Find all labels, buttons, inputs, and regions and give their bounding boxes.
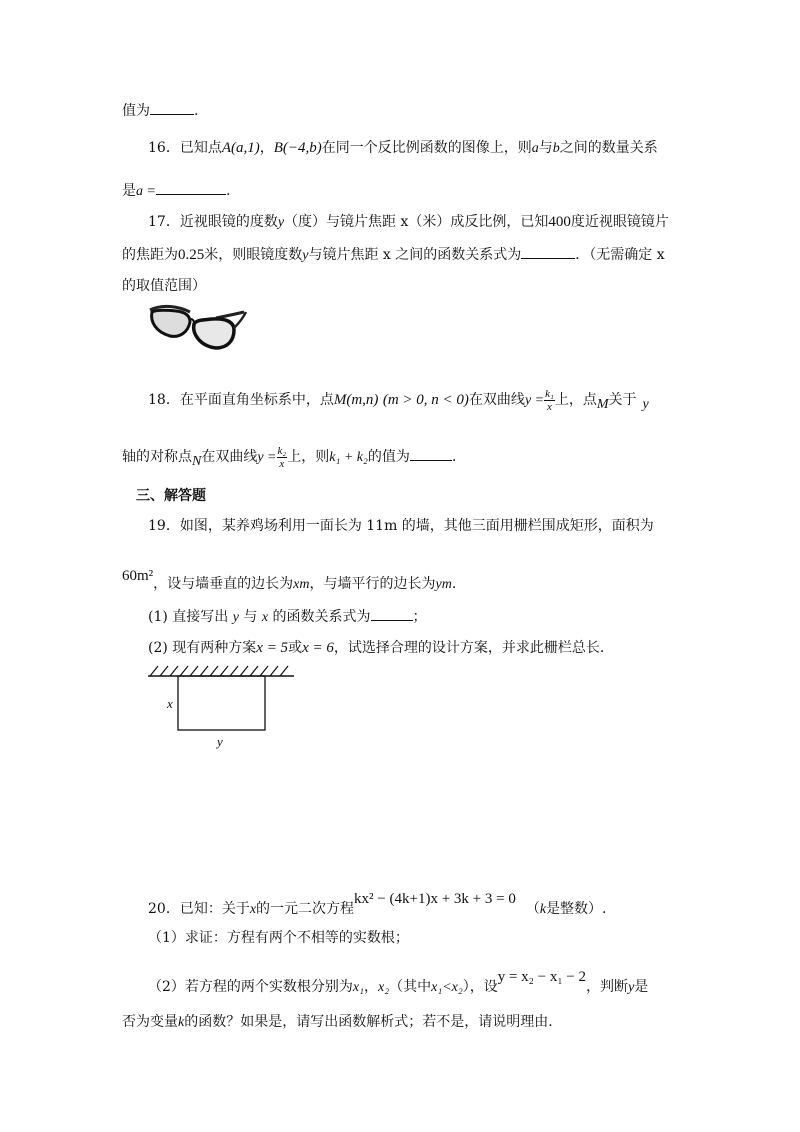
q19-sub2-a: (2) 现有两种方案	[148, 640, 257, 656]
q17-text-f: 与镜片焦距 x 之间的函数关系式为	[308, 247, 522, 263]
eyeglasses-image	[146, 302, 248, 354]
q20-text-a: 20．已知：关于	[148, 901, 250, 917]
q18-text-b: 在双曲线	[468, 392, 525, 408]
q18-fraction-k1	[544, 388, 555, 413]
q20-sub1	[148, 928, 409, 948]
q19-xm: xm	[293, 577, 310, 592]
q18-condition: (m > 0, n < 0)	[382, 392, 469, 408]
q20-line3	[122, 1012, 553, 1033]
q20-sub2-e: 是	[634, 979, 649, 995]
q17-text-c: 度近视眼镜镜片	[570, 214, 669, 230]
q19-text-a: 19．如图，某养鸡场利用一面长为 11m 的墙，其他三面用栅栏围成矩形，面积为	[148, 518, 654, 534]
q19-ym: ym	[435, 577, 452, 592]
q19-text-b: ，设与墙垂直的边长为	[153, 576, 294, 592]
q20-text-e: 否为变量	[122, 1014, 178, 1030]
q17-025: 0.25	[178, 247, 205, 263]
q16-mid: 在同一个反比例函数的图像上，则	[321, 140, 532, 156]
q20-text-d: 是整数）.	[546, 901, 607, 917]
q18-k1: k₁	[545, 387, 554, 400]
q17-var-y2: y	[302, 248, 309, 263]
q16-number: 16．已知点	[148, 140, 222, 156]
q15-answer-blank[interactable]	[150, 100, 194, 115]
section-heading: 三、解答题	[136, 488, 206, 504]
q20-sub1: （1）求证：方程有两个不相等的实数根；	[148, 930, 409, 946]
q18-y-eq2: y =	[257, 450, 277, 465]
q15-tail	[122, 100, 198, 121]
q19-text-c: ，与墙平行的边长为	[309, 576, 436, 592]
q20-k: k	[539, 902, 547, 917]
q18-x2: x	[279, 457, 285, 470]
q20-x: x	[249, 902, 257, 917]
q20-sub2	[148, 962, 648, 1003]
q18-answer-blank[interactable]	[410, 446, 452, 461]
q16-answer-blank[interactable]	[156, 180, 226, 195]
q16-line2	[122, 180, 230, 202]
q18-text-h: 的值为	[367, 449, 410, 465]
q17-text-b: （度）与镜片焦距 x（米）成反比例，已知	[284, 214, 549, 230]
q18-point-m: M(m,n)	[333, 392, 379, 408]
q19-line2	[122, 566, 456, 595]
q18-text-g: 上，则	[287, 449, 330, 465]
q20-k2: k	[178, 1015, 185, 1030]
q16-expr: a =	[136, 184, 156, 199]
q16-point-b: B(−4,b)	[273, 140, 322, 156]
q20-x1: x₁	[352, 980, 365, 995]
q19-sub1-y: y	[232, 610, 239, 625]
q17-text-e: 米，则眼镜度数	[204, 247, 303, 263]
q19-sub2	[148, 638, 604, 658]
q17-line2	[122, 244, 665, 266]
q20-x2: x₂	[378, 980, 390, 995]
q19-sub1-and: 与	[243, 609, 258, 625]
q17-line3	[122, 276, 206, 296]
q17-text-g: ．（无需确定 x	[575, 247, 665, 263]
q16-line1	[148, 138, 658, 159]
q18-line2	[122, 442, 456, 477]
q17-var-y: y	[277, 215, 285, 230]
q20-y-expr: y = x₂ − x₁ − 2	[497, 969, 587, 985]
q16-period: .	[225, 183, 231, 199]
q17-text-h: 的取值范围）	[122, 278, 206, 294]
q18-k2: k₂	[277, 444, 287, 457]
q18-x: x	[547, 400, 552, 413]
q15-period: .	[194, 103, 199, 119]
diagram-label-x: x	[167, 696, 173, 711]
q19-area: 60m²	[122, 568, 154, 584]
q20-text-f: 的函数？如果是，请写出函数解析式；若不是，请说明理由.	[184, 1014, 553, 1030]
q19-sub1-x: x	[261, 610, 269, 625]
q20-comma: ，	[364, 979, 379, 995]
q17-line1	[148, 212, 669, 233]
diagram-label-y: y	[217, 734, 223, 749]
q18-y-eq: y =	[524, 393, 545, 408]
q18-text-a: 18．在平面直角坐标系中，点	[148, 392, 334, 408]
q18-m2: M	[596, 397, 609, 412]
q18-y: y	[642, 397, 649, 412]
q20-y: y	[628, 980, 635, 995]
q19-sub1	[148, 606, 427, 628]
q16-point-a: A(a,1)	[221, 140, 260, 156]
q18-sum: k₁ + k₂	[329, 450, 368, 465]
q20-line1	[148, 884, 607, 925]
q20-text-b: 的一元二次方程	[256, 901, 355, 917]
q18-fraction-k2	[277, 445, 288, 470]
q20-sub2-b: （其中	[389, 979, 432, 995]
q19-sub2-b: ，试选择合理的设计方案，并求此栅栏总长.	[333, 640, 605, 656]
q19-line1	[148, 516, 654, 536]
q20-sub2-c: ），设	[462, 979, 498, 995]
q18-text-e: 轴的对称点	[122, 449, 192, 465]
q18-n: N	[192, 454, 202, 469]
q19-answer-blank[interactable]	[371, 606, 413, 621]
q19-sub1-b: 的函数关系式为	[272, 609, 371, 625]
q19-x5: x = 5	[256, 640, 289, 656]
q18-period: .	[451, 449, 457, 465]
q19-sub1-a: (1) 直接写出	[148, 609, 229, 625]
q16-and: 与	[538, 140, 553, 156]
q19-sub1-end: ；	[412, 609, 427, 625]
q20-equation: kx² − (4k+1)x + 3k + 3 = 0	[354, 891, 516, 907]
q16-var-a: a	[531, 141, 539, 156]
q19-x6: x = 6	[302, 640, 334, 656]
q19-period: .	[451, 576, 457, 592]
q16-var-b: b	[552, 141, 560, 156]
q20-ineq: x₁<x₂	[431, 980, 463, 995]
q17-answer-blank[interactable]	[521, 244, 575, 259]
q18-text-c: 上，点	[554, 392, 597, 408]
q20-paren: （	[525, 901, 540, 917]
q18-text-d: 关于	[608, 392, 637, 408]
q16-tail: 之间的数量关系	[559, 140, 658, 156]
q16-sep: ，	[259, 140, 274, 156]
q17-400: 400	[548, 214, 571, 230]
q19-or: 或	[288, 640, 303, 656]
q18-line1	[148, 385, 649, 420]
q17-text-a: 17．近视眼镜的度数	[148, 214, 278, 230]
q17-text-d: 的焦距为	[122, 247, 178, 263]
q16-is: 是	[122, 183, 136, 199]
q18-text-f: 在双曲线	[201, 449, 258, 465]
q20-sub2-a: （2）若方程的两个实数根分别为	[148, 979, 353, 995]
q15-text: 值为	[122, 103, 150, 119]
q20-sub2-d: ，判断	[586, 979, 629, 995]
